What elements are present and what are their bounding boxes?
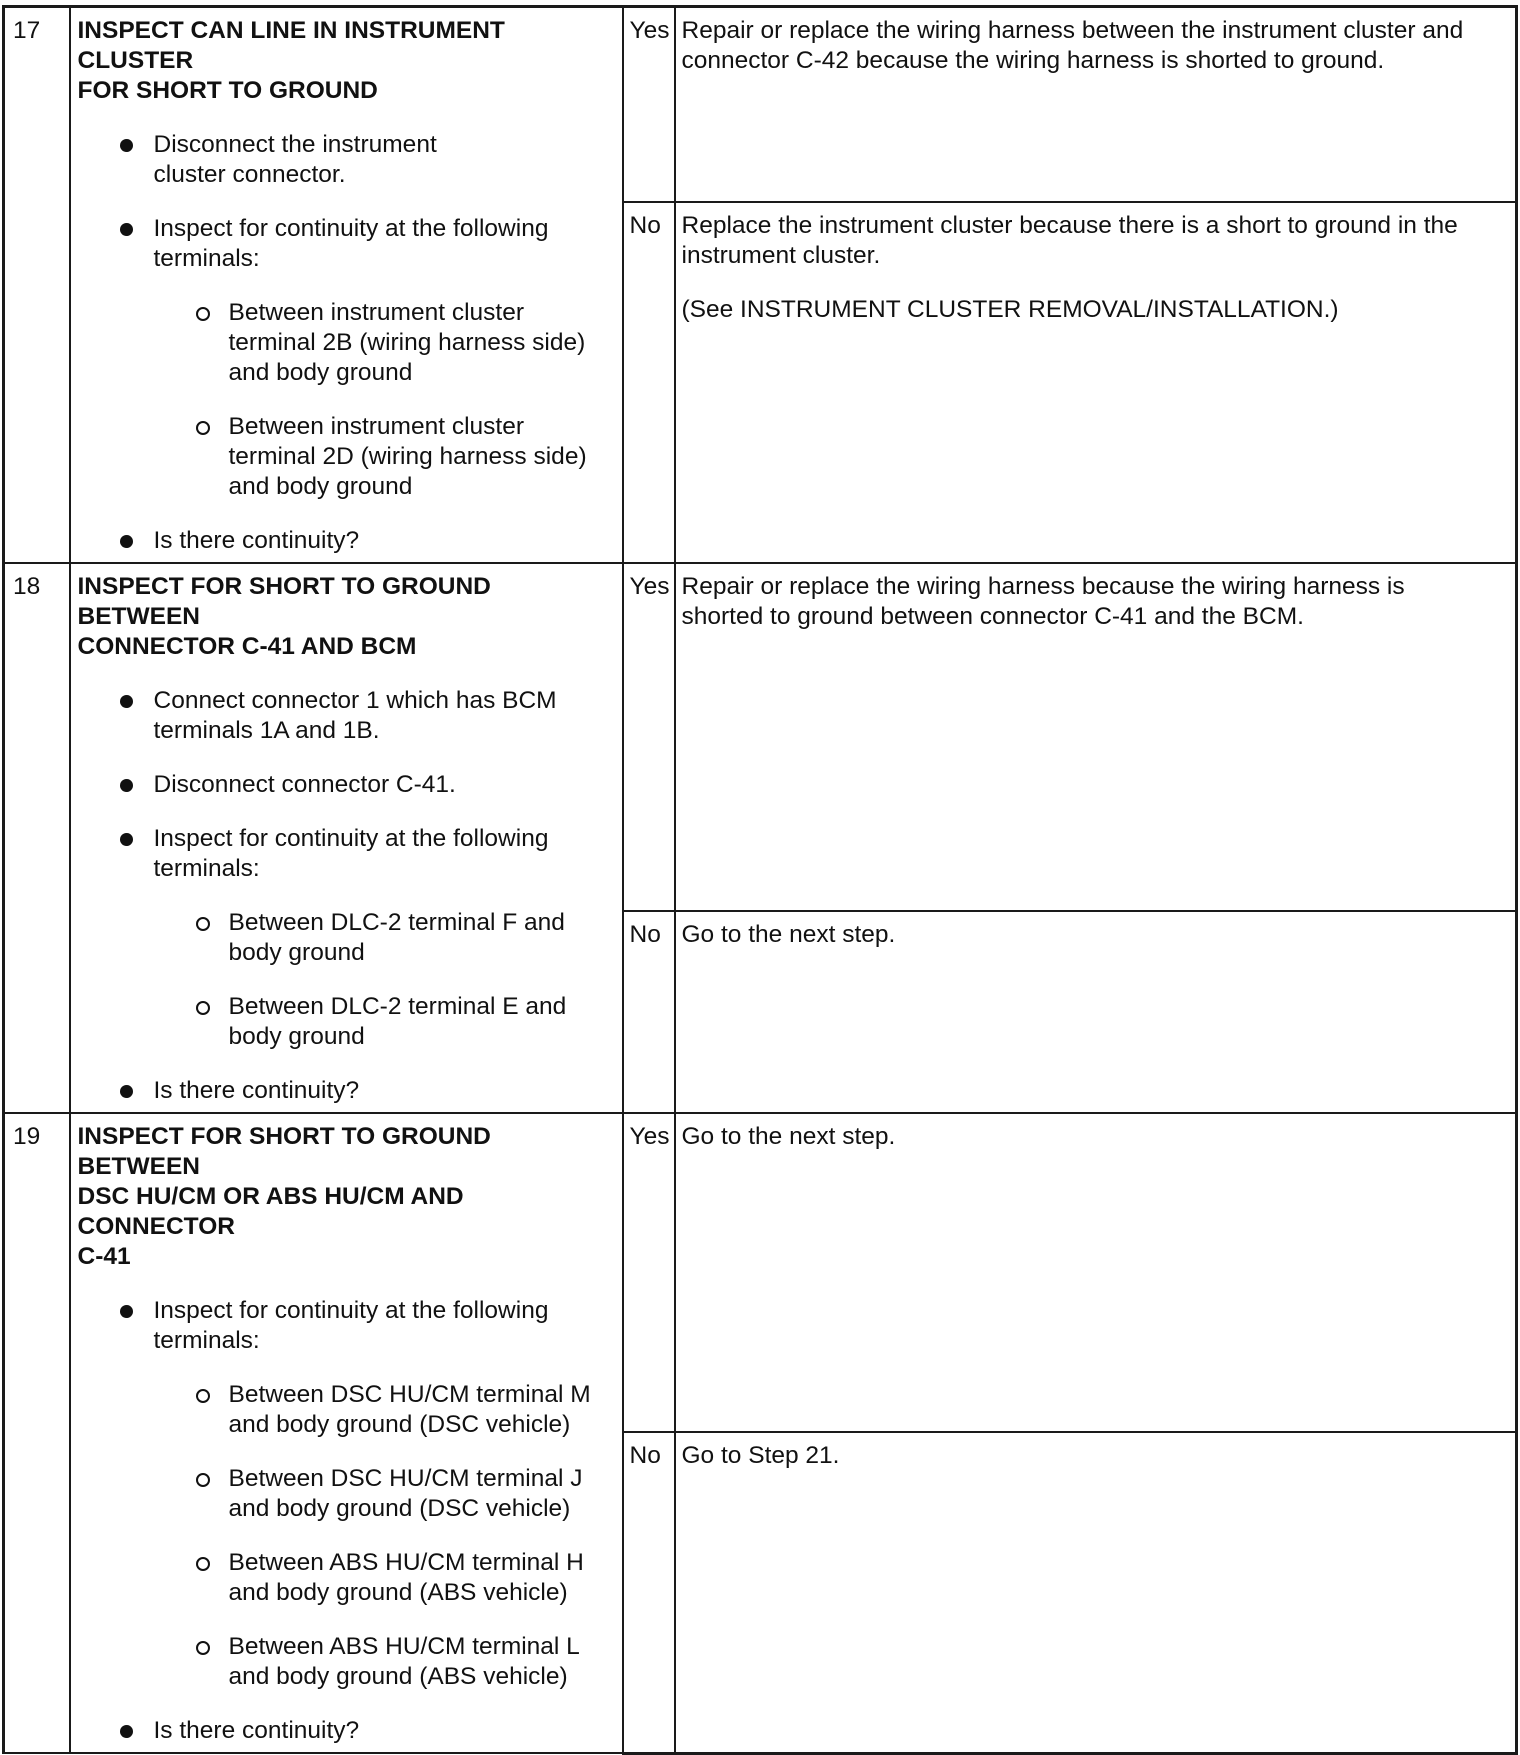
- instruction-item: Inspect for continuity at the following terminals:: [78, 1296, 614, 1356]
- result-yes: Yes: [623, 1113, 675, 1432]
- action-no: Go to the next step.: [675, 911, 1517, 1113]
- sub-instruction-item: Between DSC HU/CM terminal M and body ground (DSC vehicle): [78, 1380, 614, 1440]
- step-test-cell: [70, 563, 623, 1113]
- action-yes: Go to the next step.: [675, 1113, 1517, 1432]
- sub-instruction-item: Between instrument cluster terminal 2D (wiring harness side) and body ground: [78, 412, 614, 502]
- sub-instruction-item: Between ABS HU/CM terminal L and body ground (ABS vehicle): [78, 1632, 614, 1692]
- bullet-dot-icon: [120, 223, 133, 236]
- step-title: INSPECT FOR SHORT TO GROUND BETWEEN CONNECTOR C-41 AND BCM: [77, 573, 491, 660]
- diagnostic-procedure-table: [2, 5, 1518, 1755]
- bullet-circle-icon: [196, 421, 210, 435]
- bullet-circle-icon: [196, 1641, 210, 1655]
- action-no: Go to Step 21.: [675, 1432, 1517, 1753]
- sub-instruction-item: Between DLC-2 terminal E and body ground: [78, 992, 614, 1052]
- bullet-dot-icon: [120, 1085, 133, 1098]
- bullet-dot-icon: [120, 779, 133, 792]
- step-number: 19: [4, 1113, 70, 1753]
- result-yes: Yes: [623, 563, 675, 911]
- instruction-item: Disconnect connector C-41.: [78, 770, 614, 800]
- bullet-dot-icon: [120, 535, 133, 548]
- step-title: INSPECT CAN LINE IN INSTRUMENT CLUSTER FOR SHORT TO GROUND: [77, 17, 505, 104]
- action-no: Replace the instrument cluster because there is a short to ground in the instrument cluster. (See INSTRUMENT CLUSTER REMOVAL/INSTALLATION.): [675, 202, 1517, 563]
- sub-instruction-item: Between instrument cluster terminal 2B (wiring harness side) and body ground: [78, 298, 614, 388]
- question-item: Is there continuity?: [78, 526, 614, 556]
- bullet-dot-icon: [120, 833, 133, 846]
- bullet-circle-icon: [196, 1557, 210, 1571]
- action-yes: Repair or replace the wiring harness between the instrument cluster and connector C-42 because the wiring harness is shorted to ground.: [675, 7, 1517, 203]
- step-number: 18: [4, 563, 70, 1113]
- step-17-yes-row: [4, 7, 1517, 203]
- bullet-circle-icon: [196, 1001, 210, 1015]
- step-test-cell: [70, 7, 623, 564]
- reference-link-text: (See INSTRUMENT CLUSTER REMOVAL/INSTALLATION.): [681, 296, 1339, 324]
- bullet-circle-icon: [196, 917, 210, 931]
- bullet-dot-icon: [120, 695, 133, 708]
- bullet-dot-icon: [120, 1725, 133, 1738]
- instruction-item: Connect connector 1 which has BCM terminals 1A and 1B.: [78, 686, 614, 746]
- bullet-dot-icon: [120, 1305, 133, 1318]
- instruction-item: Inspect for continuity at the following terminals:: [78, 824, 614, 884]
- result-yes: Yes: [623, 7, 675, 203]
- step-number: 17: [4, 7, 70, 564]
- bullet-circle-icon: [196, 307, 210, 321]
- instruction-item: Disconnect the instrument cluster connector.: [78, 130, 614, 190]
- step-test-cell: [70, 1113, 623, 1753]
- sub-instruction-item: Between ABS HU/CM terminal H and body ground (ABS vehicle): [78, 1548, 614, 1608]
- step-19-yes-row: [4, 1113, 1517, 1432]
- question-item: Is there continuity?: [78, 1716, 614, 1746]
- bullet-circle-icon: [196, 1473, 210, 1487]
- step-18-yes-row: [4, 563, 1517, 911]
- bullet-dot-icon: [120, 139, 133, 152]
- instruction-item: Inspect for continuity at the following terminals:: [78, 214, 614, 274]
- sub-instruction-item: Between DLC-2 terminal F and body ground: [78, 908, 614, 968]
- result-no: No: [623, 1432, 675, 1753]
- bullet-circle-icon: [196, 1389, 210, 1403]
- action-yes: Repair or replace the wiring harness because the wiring harness is shorted to ground between connector C-41 and the BCM.: [675, 563, 1517, 911]
- result-no: No: [623, 911, 675, 1113]
- question-item: Is there continuity?: [78, 1076, 614, 1106]
- step-title: INSPECT FOR SHORT TO GROUND BETWEEN DSC HU/CM OR ABS HU/CM AND CONNECTOR C-41: [77, 1123, 491, 1270]
- sub-instruction-item: Between DSC HU/CM terminal J and body ground (DSC vehicle): [78, 1464, 614, 1524]
- result-no: No: [623, 202, 675, 563]
